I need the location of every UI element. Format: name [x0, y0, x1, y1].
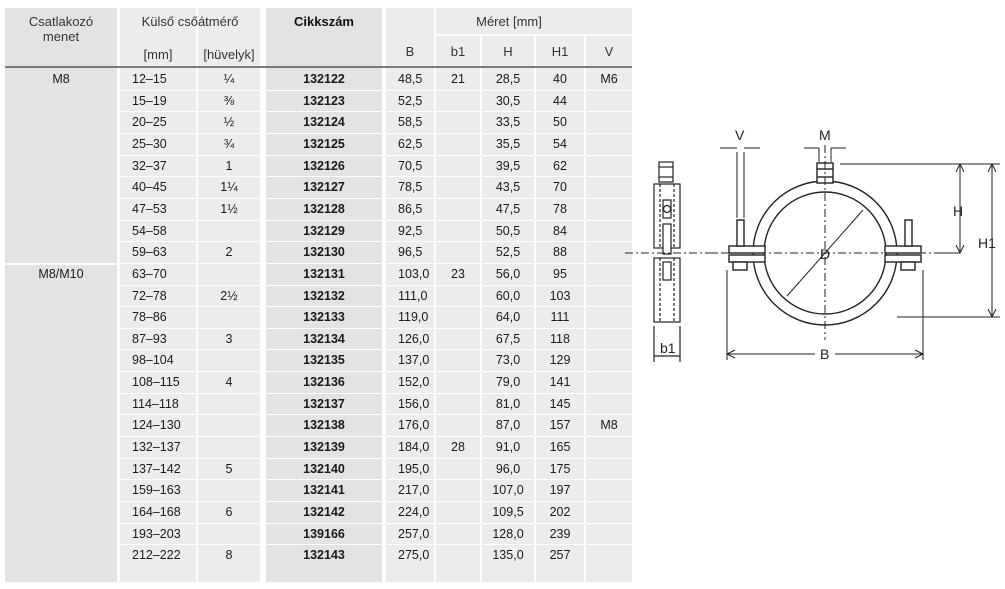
header-code: Cikkszám — [294, 14, 354, 29]
cell-mm: 20–25 — [132, 115, 167, 130]
cell-code: 132136 — [303, 375, 345, 390]
cell-B: 257,0 — [398, 526, 430, 541]
cell-code: 132135 — [303, 353, 345, 368]
cell-mm: 63–70 — [132, 266, 167, 281]
cell-inch — [198, 394, 260, 415]
cell-V — [586, 394, 632, 415]
cell-mm: 114–118 — [132, 396, 179, 411]
cell-inch: 3 — [225, 331, 233, 346]
cell-b1 — [436, 221, 480, 242]
header-inch: [hüvelyk] — [203, 47, 255, 62]
cell-b1 — [436, 307, 480, 328]
cell-V — [586, 524, 632, 545]
cell-B: 119,0 — [398, 310, 429, 325]
cell-code: 132139 — [303, 440, 345, 455]
cell-code: 132124 — [303, 115, 345, 130]
cell-H: 67,5 — [495, 331, 521, 346]
cell-H: 79,0 — [495, 375, 521, 390]
cell-thread — [5, 502, 117, 523]
cell-H: 135,0 — [492, 548, 524, 563]
label-H1: H1 — [978, 235, 996, 251]
cell-inch: ¼ — [223, 72, 235, 86]
label-B: B — [820, 346, 830, 362]
cell-B: 156,0 — [398, 396, 430, 411]
cell-b1 — [436, 394, 480, 415]
cell-H1: 111 — [550, 310, 570, 325]
cell-B: 78,5 — [398, 180, 423, 195]
cell-V — [586, 437, 632, 458]
cell-mm: 212–222 — [132, 548, 181, 563]
cell-inch: 6 — [225, 505, 233, 519]
cell-H1: 165 — [549, 440, 571, 455]
cell-thread: M8 — [52, 72, 70, 86]
cell-b1 — [436, 459, 480, 480]
cell-B: 58,5 — [398, 115, 423, 130]
cell-B: 48,5 — [398, 72, 423, 86]
cell-H: 107,0 — [492, 483, 524, 498]
pipe-clamp-diagram — [620, 110, 1000, 370]
cell-mm: 72–78 — [132, 288, 167, 303]
cell-V — [586, 91, 632, 112]
cell-thread — [5, 134, 117, 155]
cell-H: 35,5 — [495, 136, 521, 151]
cell-inch — [198, 307, 260, 328]
cell-mm: 132–137 — [132, 440, 181, 455]
cell-B: 176,0 — [398, 418, 430, 433]
cell-b1 — [436, 134, 480, 155]
cell-H: 39,5 — [495, 158, 521, 173]
cell-inch — [198, 221, 260, 242]
cell-inch: 2 — [225, 245, 233, 260]
cell-thread — [5, 307, 117, 328]
header-mm: [mm] — [143, 47, 173, 62]
cell-H: 60,0 — [495, 288, 521, 303]
cell-H1: 95 — [553, 266, 567, 281]
cell-thread — [5, 91, 117, 112]
cell-inch: 2½ — [220, 288, 238, 303]
header-B: B — [405, 44, 415, 59]
cell-thread — [5, 329, 117, 350]
cell-V — [586, 459, 632, 480]
cell-code: 132137 — [303, 396, 345, 411]
cell-H: 64,0 — [495, 310, 521, 325]
cell-B: 70,5 — [398, 158, 423, 173]
cell-inch: ¾ — [223, 136, 235, 151]
cell-inch: ½ — [223, 115, 235, 130]
cell-H: 128,0 — [492, 526, 524, 541]
cell-mm: 108–115 — [132, 375, 180, 390]
cell-b1 — [436, 545, 480, 566]
cell-H1: 257 — [549, 548, 571, 563]
cell-H1: 118 — [550, 331, 570, 346]
cell-H1: 50 — [553, 115, 567, 130]
cell-B: 52,5 — [398, 93, 423, 108]
header-H: H — [503, 44, 513, 59]
cell-inch: 1¼ — [220, 180, 238, 195]
cell-V — [586, 502, 632, 523]
cell-b1 — [436, 156, 480, 177]
cell-H: 28,5 — [495, 72, 521, 86]
cell-b1 — [436, 91, 480, 112]
cell-b1 — [436, 329, 480, 350]
cell-H: 73,0 — [495, 353, 521, 368]
cell-H: 52,5 — [495, 245, 521, 260]
cell-inch: 5 — [225, 461, 233, 476]
cell-inch — [198, 264, 260, 285]
cell-B: 184,0 — [398, 440, 430, 455]
cell-b1 — [436, 350, 480, 371]
cell-B: 103,0 — [398, 266, 430, 281]
cell-thread — [5, 372, 117, 393]
cell-mm: 87–93 — [132, 331, 167, 346]
cell-thread — [5, 177, 117, 198]
cell-H1: 84 — [553, 223, 567, 238]
cell-H: 96,0 — [495, 461, 521, 476]
cell-inch — [198, 524, 260, 545]
cell-thread — [5, 286, 117, 307]
cell-B: 195,0 — [398, 461, 430, 476]
cell-code: 132133 — [303, 310, 345, 325]
cell-H: 109,5 — [492, 505, 524, 519]
cell-B: 217,0 — [398, 483, 430, 498]
cell-inch — [198, 480, 260, 501]
cell-code: 132142 — [303, 505, 345, 519]
cell-H1: 145 — [549, 396, 571, 411]
cell-code: 132141 — [303, 483, 345, 498]
group-separator — [5, 263, 117, 265]
cell-code: 132125 — [303, 136, 345, 151]
cell-H: 30,5 — [495, 93, 521, 108]
cell-H1: 44 — [553, 93, 567, 108]
cell-H1: 175 — [549, 461, 571, 476]
cell-b1 — [436, 502, 480, 523]
cell-thread — [5, 199, 117, 220]
cell-H1: 70 — [553, 180, 567, 195]
cell-V — [586, 372, 632, 393]
cell-code: 132126 — [303, 158, 345, 173]
cell-b1 — [436, 199, 480, 220]
cell-code: 139166 — [303, 526, 345, 541]
cell-code: 132140 — [303, 461, 345, 476]
cell-mm: 32–37 — [132, 158, 167, 173]
cell-thread — [5, 415, 117, 436]
cell-thread — [5, 350, 117, 371]
cell-code: 132134 — [303, 331, 345, 346]
cell-H: 47,5 — [495, 201, 521, 216]
header-thread: Csatlakozó menet — [28, 14, 94, 44]
cell-H1: 129 — [549, 353, 571, 368]
cell-thread — [5, 437, 117, 458]
cell-H1: 202 — [549, 505, 571, 519]
cell-H1: 40 — [553, 72, 567, 86]
cell-H1: 141 — [549, 375, 571, 390]
cell-b1: 23 — [451, 266, 465, 281]
header-H1: H1 — [551, 44, 569, 59]
cell-thread — [5, 459, 117, 480]
cell-mm: 124–130 — [132, 418, 181, 433]
cell-code: 132138 — [303, 418, 345, 433]
cell-mm: 12–15 — [132, 72, 167, 86]
cell-H: 91,0 — [495, 440, 521, 455]
cell-H1: 197 — [549, 483, 571, 498]
cell-mm: 25–30 — [132, 136, 167, 151]
cell-inch — [198, 415, 260, 436]
cell-V — [586, 480, 632, 501]
header-divider — [5, 66, 632, 68]
cell-B: 92,5 — [398, 223, 423, 238]
dimension-H-H1 — [840, 164, 1000, 317]
cell-b1 — [436, 480, 480, 501]
cell-mm: 59–63 — [132, 245, 167, 260]
cell-thread — [5, 156, 117, 177]
label-V: V — [735, 127, 745, 143]
cell-inch: 1 — [225, 158, 233, 173]
cell-mm: 137–142 — [132, 461, 181, 476]
cell-inch: 1½ — [220, 201, 238, 216]
cell-thread — [5, 545, 117, 566]
cell-thread — [5, 480, 117, 501]
cell-inch: 8 — [225, 548, 233, 563]
cell-H: 87,0 — [495, 418, 521, 433]
cell-B: 126,0 — [398, 331, 430, 346]
cell-inch: 4 — [225, 375, 233, 390]
cell-inch — [198, 350, 260, 371]
cell-b1 — [436, 415, 480, 436]
cell-B: 86,5 — [398, 201, 423, 216]
cell-H: 43,5 — [495, 180, 521, 195]
cell-mm: 15–19 — [132, 93, 167, 108]
cell-b1: 21 — [451, 72, 465, 86]
cell-H1: 78 — [553, 201, 567, 216]
cell-code: 132128 — [303, 201, 345, 216]
cell-code: 132130 — [303, 245, 345, 260]
cell-thread — [5, 242, 117, 263]
dimension-V — [720, 148, 760, 218]
cell-b1 — [436, 242, 480, 263]
cell-H1: 62 — [553, 158, 567, 173]
cell-code: 132123 — [303, 93, 345, 108]
cell-H: 50,5 — [495, 223, 521, 238]
label-D: D — [820, 246, 831, 262]
cell-b1 — [436, 286, 480, 307]
label-b1: b1 — [660, 340, 676, 356]
cell-code: 132132 — [303, 288, 345, 303]
cell-inch: ⅜ — [223, 93, 235, 108]
cell-thread — [5, 524, 117, 545]
cell-mm: 78–86 — [132, 310, 167, 325]
cell-V — [586, 545, 632, 566]
header-outer-diameter: Külső csőátmérő — [141, 14, 239, 29]
cell-B: 111,0 — [398, 288, 428, 303]
cell-b1 — [436, 372, 480, 393]
cell-thread — [5, 394, 117, 415]
cell-H: 81,0 — [495, 396, 521, 411]
cell-b1 — [436, 112, 480, 133]
cell-B: 224,0 — [398, 505, 430, 519]
cell-mm: 159–163 — [132, 483, 181, 498]
cell-mm: 193–203 — [132, 526, 181, 541]
cell-H1: 157 — [549, 418, 571, 433]
cell-V: M8 — [600, 418, 618, 433]
header-b1: b1 — [450, 44, 466, 59]
cell-B: 137,0 — [398, 353, 430, 368]
cell-B: 275,0 — [398, 548, 430, 563]
cell-b1 — [436, 524, 480, 545]
cell-B: 152,0 — [398, 375, 430, 390]
cell-inch — [198, 437, 260, 458]
cell-thread — [5, 221, 117, 242]
cell-thread — [5, 112, 117, 133]
cell-thread: M8/M10 — [38, 266, 84, 281]
cell-H: 56,0 — [495, 266, 521, 281]
cell-b1 — [436, 177, 480, 198]
cell-B: 62,5 — [398, 136, 423, 151]
label-H: H — [953, 203, 964, 219]
cell-V: M6 — [600, 72, 618, 86]
cell-H1: 54 — [553, 136, 567, 151]
cell-code: 132122 — [303, 72, 345, 86]
label-M: M — [819, 127, 831, 143]
cell-mm: 47–53 — [132, 201, 167, 216]
cell-b1: 28 — [451, 440, 465, 455]
cell-H1: 88 — [553, 245, 567, 260]
cell-mm: 98–104 — [132, 353, 174, 368]
cell-code: 132131 — [303, 266, 345, 281]
cell-code: 132129 — [303, 223, 345, 238]
cell-H1: 103 — [549, 288, 571, 303]
cell-mm: 54–58 — [132, 223, 167, 238]
cell-H1: 239 — [549, 526, 571, 541]
side-view — [654, 162, 680, 362]
header-V: V — [604, 44, 614, 59]
cell-B: 96,5 — [398, 245, 423, 260]
cell-code: 132127 — [303, 180, 345, 195]
cell-mm: 40–45 — [132, 180, 167, 195]
cell-mm: 164–168 — [132, 505, 181, 519]
header-size: Méret [mm] — [476, 14, 542, 29]
cell-code: 132143 — [303, 548, 345, 563]
cell-H: 33,5 — [495, 115, 521, 130]
